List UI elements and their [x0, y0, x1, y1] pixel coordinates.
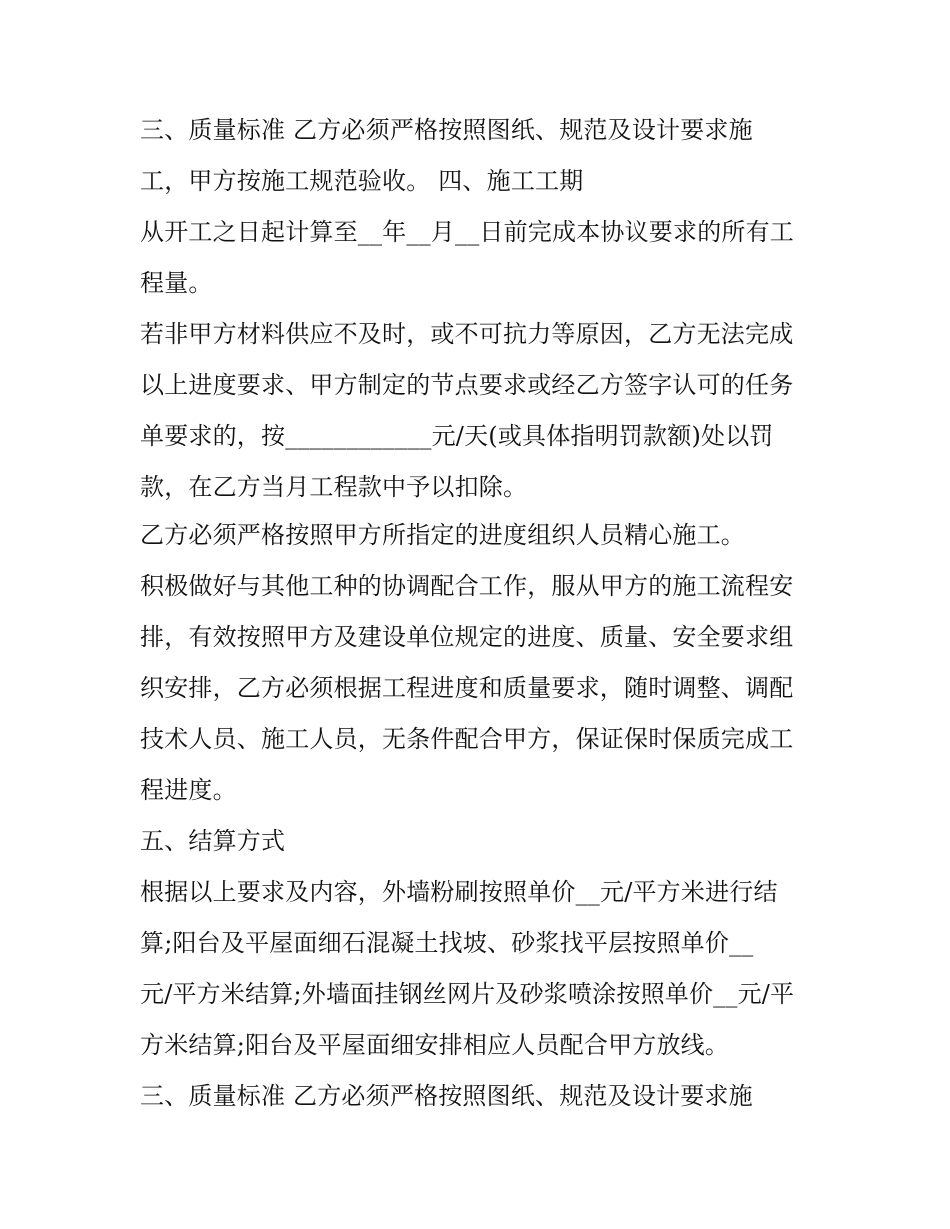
text-line: 若非甲方材料供应不及时，或不可抗力等原因，乙方无法完成: [140, 320, 794, 348]
text-line: 排，有效按照甲方及建设单位规定的进度、质量、安全要求组: [140, 623, 794, 651]
section-heading: 五、结算方式: [140, 827, 286, 855]
text-line: 工，甲方按施工规范验收。 四、施工工期: [140, 167, 584, 195]
text-line: 程进度。: [140, 776, 237, 804]
text-line: 三、质量标准 乙方必须严格按照图纸、规范及设计要求施: [140, 116, 753, 144]
text-line: 根据以上要求及内容，外墙粉刷按照单价__元/平方米进行结: [140, 878, 778, 906]
text-line: 三、质量标准 乙方必须严格按照图纸、规范及设计要求施: [140, 1082, 753, 1110]
text-line: 织安排，乙方必须根据工程进度和质量要求，随时调整、调配: [140, 674, 794, 702]
text-line: 算;阳台及平屋面细石混凝土找坡、砂浆找平层按照单价__: [140, 929, 754, 957]
text-line: 方米结算;阳台及平屋面细安排相应人员配合甲方放线。: [140, 1031, 730, 1059]
text-line: 单要求的，按____________元/天(或具体指明罚款额)处以罚: [140, 422, 774, 450]
text-line: 款，在乙方当月工程款中予以扣除。: [140, 473, 528, 501]
text-line: 元/平方米结算;外墙面挂钢丝网片及砂浆喷涂按照单价__元/平: [140, 980, 795, 1008]
text-line: 积极做好与其他工种的协调配合工作，服从甲方的施工流程安: [140, 572, 794, 600]
text-line: 乙方必须严格按照甲方所指定的进度组织人员精心施工。: [140, 521, 745, 549]
text-line: 技术人员、施工人员，无条件配合甲方，保证保时保质完成工: [140, 725, 794, 753]
text-line: 程量。: [140, 269, 213, 297]
text-line: 从开工之日起计算至__年__月__日前完成本协议要求的所有工: [140, 218, 794, 246]
text-line: 以上进度要求、甲方制定的节点要求或经乙方签字认可的任务: [140, 371, 794, 399]
